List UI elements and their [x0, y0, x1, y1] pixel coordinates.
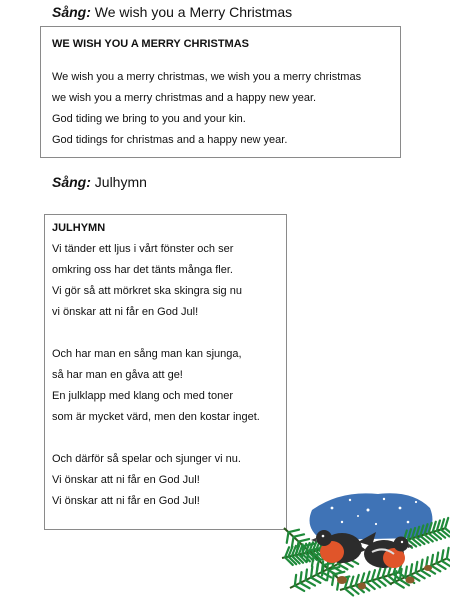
song2-box-title: JULHYMN [52, 222, 106, 234]
song2-heading-title: Julhymn [94, 174, 147, 190]
lyric-line: we wish you a merry christmas and a happy new year. [52, 92, 317, 104]
song1-heading [52, 3, 292, 21]
stanza-2 [52, 344, 260, 428]
song1-box-title: WE WISH YOU A MERRY CHRISTMAS [52, 38, 249, 50]
lyric-line: We wish you a merry christmas, we wish you a merry christmas [52, 71, 362, 83]
lyric-line: Vi önskar att ni får en God Jul! [52, 474, 200, 486]
bullfinch-on-pine-branch-icon [280, 488, 450, 598]
song2-heading [52, 173, 147, 191]
song1-lyrics [52, 67, 361, 151]
lyric-line: omkring oss har det tänts många fler. [52, 264, 233, 276]
lyric-line: som är mycket värd, men den kostar inget. [52, 411, 260, 423]
stanza-1 [52, 239, 260, 323]
song2-lyric-box [44, 214, 287, 530]
lyric-line: Vi tänder ett ljus i vårt fönster och ser [52, 243, 234, 255]
stanza-gap [52, 428, 260, 449]
lyric-line: Och därför så spelar och sjunger vi nu. [52, 453, 241, 465]
stanza-gap [52, 323, 260, 344]
stanza-3 [52, 449, 260, 512]
song2-heading-prefix: Sång: [52, 174, 91, 190]
lyric-line: Och har man en sång man kan sjunga, [52, 348, 242, 360]
lyric-line: vi önskar att ni får en God Jul! [52, 306, 199, 318]
lyric-line: En julklapp med klang och med toner [52, 390, 233, 402]
lyric-line: God tiding we bring to you and your kin. [52, 113, 246, 125]
lyric-line: så har man en gåva att ge! [52, 369, 183, 381]
lyric-line: Vi önskar att ni får en God Jul! [52, 495, 200, 507]
lyric-line: Vi gör så att mörkret ska skingra sig nu [52, 285, 242, 297]
song1-lyric-box [40, 26, 401, 158]
song2-lyrics [52, 239, 260, 512]
song1-heading-title: We wish you a Merry Christmas [94, 4, 293, 20]
song1-heading-prefix: Sång: [52, 4, 91, 20]
lyric-line: God tidings for christmas and a happy new year. [52, 134, 288, 146]
